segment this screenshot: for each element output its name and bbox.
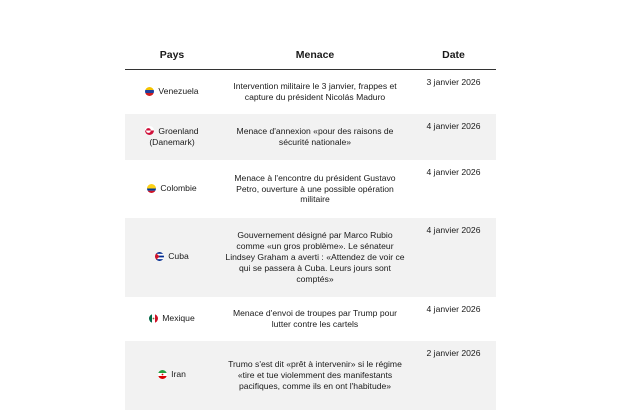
cuba-flag-icon [155, 252, 164, 261]
pays-label: Iran [171, 369, 186, 380]
date-cell: 4 janvier 2026 [411, 114, 496, 160]
mexico-flag-icon [149, 314, 158, 323]
venezuela-flag-icon [145, 87, 154, 96]
date-cell: 4 janvier 2026 [411, 218, 496, 297]
table-row [125, 297, 496, 341]
table-row [125, 114, 496, 160]
threats-table-container [125, 40, 496, 410]
pays-cell [125, 218, 219, 297]
colombia-flag-icon [147, 184, 156, 193]
pays-label: Colombie [160, 182, 197, 193]
pays-cell [125, 160, 219, 218]
header-menace: Menace [219, 40, 411, 70]
pays-label: Groenland (Danemark) [149, 126, 199, 147]
pays-cell [125, 341, 219, 410]
header-date: Date [411, 40, 496, 70]
menace-cell: Menace d'annexion «pour des raisons de sécurité nationale» [219, 114, 411, 160]
pays-label: Venezuela [158, 85, 199, 96]
date-cell: 2 janvier 2026 [411, 341, 496, 410]
table-row [125, 341, 496, 410]
date-cell: 4 janvier 2026 [426, 167, 481, 177]
pays-label: Mexique [162, 312, 195, 323]
table-row [125, 70, 496, 115]
iran-flag-icon [158, 370, 167, 379]
table-header-row [125, 40, 496, 70]
pays-cell [125, 70, 219, 115]
menace-cell: Intervention militaire le 3 janvier, frappes et capture du président Nicolás Maduro [233, 81, 397, 102]
menace-cell: Trumo s'est dit «prêt à intervenir» si le régime «tire et tue violemment des manifestants pacifiques, comme ils en ont l'habitude» [219, 341, 411, 410]
pays-cell [125, 297, 219, 341]
menace-cell: Menace à l'encontre du président Gustavo Petro, ouverture à une possible opération militaire [234, 172, 396, 205]
header-pays: Pays [125, 40, 219, 70]
table-row [125, 160, 496, 218]
date-cell: 3 janvier 2026 [426, 77, 481, 87]
pays-cell [125, 114, 219, 160]
menace-cell: Gouvernement désigné par Marco Rubio comme «un gros problème». Le sénateur Lindsey Graham a averti : «Attendez de voir ce qui se passera à Cuba. Leurs jours sont comptés» [219, 218, 411, 297]
pays-label: Cuba [168, 251, 189, 262]
menace-cell: Menace d'envoi de troupes par Trump pour lutter contre les cartels [232, 308, 398, 329]
table-row [125, 218, 496, 297]
date-cell: 4 janvier 2026 [426, 304, 481, 314]
greenland-flag-icon [145, 126, 154, 135]
threats-table [125, 40, 496, 410]
